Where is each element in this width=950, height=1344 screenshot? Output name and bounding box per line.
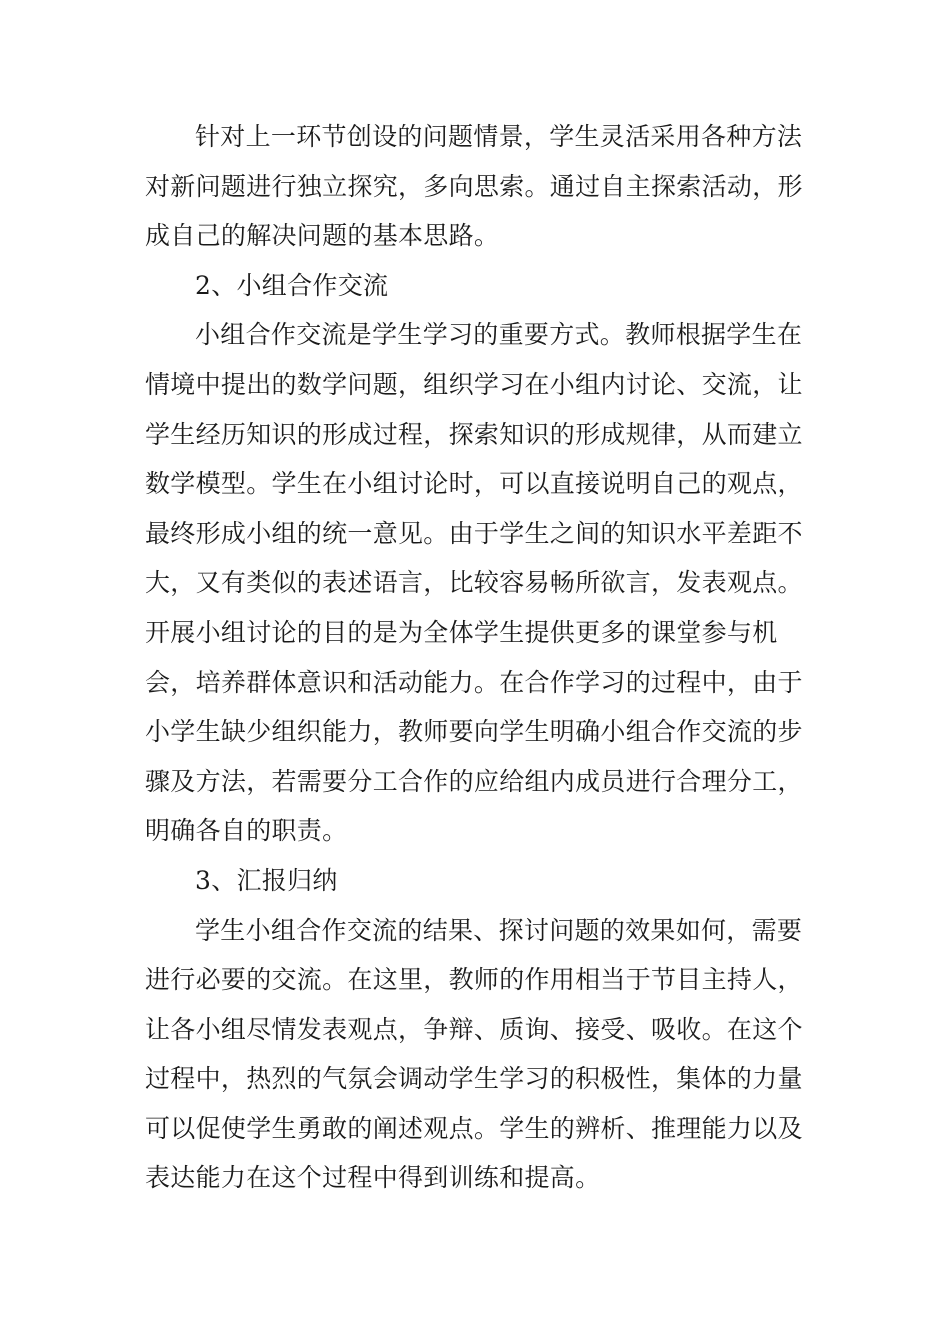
- paragraph-line: 最终形成小组的统一意见。由于学生之间的知识水平差距不: [145, 518, 803, 548]
- paragraph-line: 小组合作交流是学生学习的重要方式。教师根据学生在: [195, 320, 803, 350]
- paragraph-line: 过程中，热烈的气氛会调动学生学习的积极性，集体的力量: [145, 1064, 803, 1094]
- paragraph-1: [145, 112, 845, 261]
- paragraph-3: [145, 906, 845, 1204]
- paragraph-2: [145, 310, 845, 856]
- section-heading-2: 2、小组合作交流: [195, 270, 389, 300]
- paragraph-line: 表达能力在这个过程中得到训练和提高。: [145, 1163, 601, 1193]
- paragraph-line: 可以促使学生勇敢的阐述观点。学生的辨析、推理能力以及: [145, 1113, 803, 1143]
- paragraph-line: 学生经历知识的形成过程，探索知识的形成规律，从而建立: [145, 419, 803, 449]
- paragraph-line: 小学生缺少组织能力，教师要向学生明确小组合作交流的步: [145, 717, 803, 747]
- paragraph-line: 进行必要的交流。在这里，教师的作用相当于节目主持人，: [145, 965, 803, 995]
- paragraph-line: 明确各自的职责。: [145, 816, 348, 846]
- paragraph-line: 开展小组讨论的目的是为全体学生提供更多的课堂参与机: [145, 617, 778, 647]
- document-body: [145, 112, 845, 1203]
- paragraph-line: 骤及方法，若需要分工合作的应给组内成员进行合理分工，: [145, 766, 803, 796]
- paragraph-line: 成自己的解决问题的基本思路。: [145, 221, 500, 251]
- paragraph-line: 会，培养群体意识和活动能力。在合作学习的过程中，由于: [145, 667, 803, 697]
- paragraph-line: 学生小组合作交流的结果、探讨问题的效果如何，需要: [195, 915, 803, 945]
- paragraph-line: 大，又有类似的表述语言，比较容易畅所欲言，发表观点。: [145, 568, 803, 598]
- paragraph-line: 对新问题进行独立探究，多向思索。通过自主探索活动，形: [145, 171, 803, 201]
- paragraph-line: 情境中提出的数学问题，组织学习在小组内讨论、交流，让: [145, 369, 803, 399]
- paragraph-line: 针对上一环节创设的问题情景，学生灵活采用各种方法: [195, 122, 803, 151]
- section-heading-3: 3、汇报归纳: [195, 865, 338, 895]
- paragraph-line: 让各小组尽情发表观点，争辩、质询、接受、吸收。在这个: [145, 1014, 803, 1044]
- paragraph-line: 数学模型。学生在小组讨论时，可以直接说明自己的观点，: [145, 469, 803, 499]
